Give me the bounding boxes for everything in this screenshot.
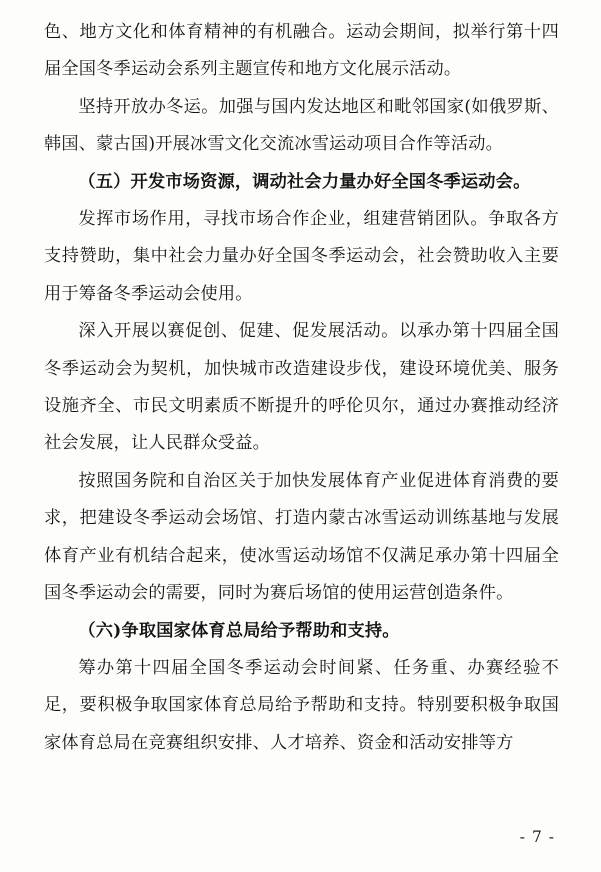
section-heading-five: （五）开发市场资源，调动社会力量办好全国冬季运动会。 bbox=[78, 171, 531, 192]
paragraph: 深入开展以赛促创、促建、促发展活动。以承办第十四届全国冬季运动会为契机，加快城市改造建设步伐，建设环境优美、服务设施齐全、市民文明素质不断提升的呼伦贝尔，通过办赛推动经济社会发展，让人民群众受益。 bbox=[44, 321, 559, 454]
paragraph-continuation: 色、地方文化和体育精神的有机融合。运动会期间，拟举行第十四届全国冬季运动会系列主题宣传和地方文化展示活动。 bbox=[44, 22, 559, 80]
paragraph: 筹办第十四届全国冬季运动会时间紧、任务重、办赛经验不足，要积极争取国家体育总局给予帮助和支持。特别要积极争取国家体育总局在竞赛组织安排、人才培养、资金和活动安排等方 bbox=[44, 657, 559, 753]
section-heading-six: （六)争取国家体育总局给予帮助和支持。 bbox=[78, 620, 400, 641]
paragraph: 按照国务院和自治区关于加快发展体育产业促进体育消费的要求，把建设冬季运动会场馆、打造内蒙古冰雪运动训练基地与发展体育产业有机结合起来，使冰雪运动场馆不仅满足承办第十四届全国冬季运动会的需要，同时为赛后场馆的使用运营创造条件。 bbox=[44, 470, 559, 604]
paragraph: 坚持开放办冬运。加强与国内发达地区和毗邻国家(如俄罗斯、韩国、蒙古国)开展冰雪文化交流冰雪运动项目合作等活动。 bbox=[44, 96, 559, 155]
document-body bbox=[44, 14, 559, 762]
page-number: - 7 - bbox=[519, 828, 555, 846]
paragraph: 发挥市场作用，寻找市场合作企业，组建营销团队。争取各方支持赞助，集中社会力量办好全国冬季运动会，社会赞助收入主要用于筹备冬季运动会使用。 bbox=[44, 209, 559, 304]
